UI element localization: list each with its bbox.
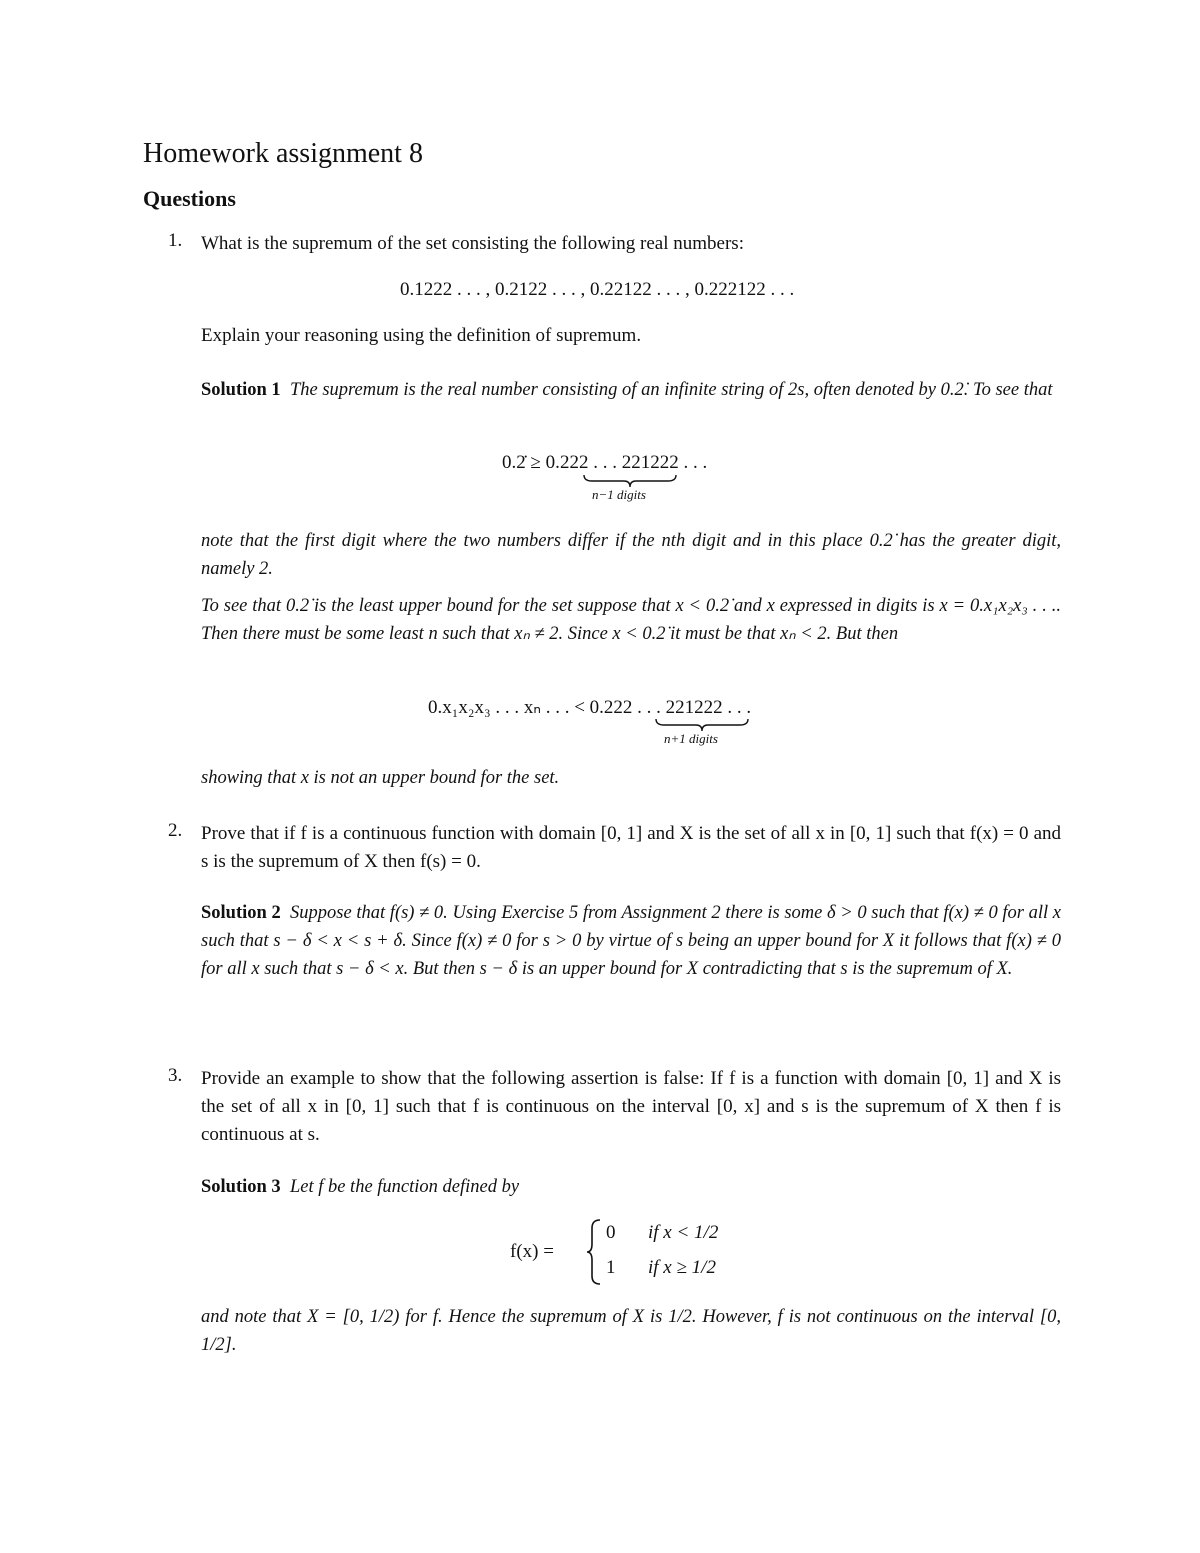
solution-heading: Solution 1 [201,380,281,400]
question-number: 1. [168,230,183,251]
solution-text: Suppose that f(s) ≠ 0. Using Exercise 5 from Assignment 2 there is some δ > 0 such that f(x) ≠ 0 for all x such that s − δ < x < s + δ. Since f(x) ≠ 0 for s > 0 by virtue of s being an upper bound for X it follows that f(x) ≠ 0 for all x such that s − δ < x. But then s − δ is an upper bound for X contradicting that s is the supremum of X. [201,903,1062,979]
case-condition: if x ≥ 1/2 [648,1257,716,1278]
case-value: 0 [606,1222,616,1243]
equation [428,696,751,719]
solution-heading: Solution 3 [201,1177,281,1197]
question-text: What is the supremum of the set consisting the following real numbers: [201,233,744,254]
brace-label: n−1 digits [592,487,646,502]
section-heading: Questions [143,186,236,211]
number-list: 0.1222 . . . , 0.2122 . . . , 0.22122 . . . , 0.222122 . . . [400,279,795,300]
solution-text: To see that 0.2̇ is the least upper bound for the set suppose that x < 0.2̇ and x expressed in digits is x = 0.x₁x₂x₃ . . .. Then there must be some least n such that xₙ ≠ 2. Since x < 0.2̇ it must be that xₙ < 2. But then [201,596,1061,644]
case-condition: if x < 1/2 [648,1222,719,1243]
case-value: 1 [606,1257,616,1278]
equation [502,452,707,474]
question-text: Prove that if f is a continuous function with domain [0, 1] and X is the set of all x in [0, 1] such that f(x) = 0 and s is the supremum of X then f(s) = 0. [201,823,1061,872]
solution-heading: Solution 2 [201,903,281,923]
equation-braced: 222 . . . 22 [559,452,641,473]
solution-text: Let f be the function defined by [289,1177,520,1197]
question-text: Provide an example to show that the following assertion is false: If f is a function with domain [0, 1] and X is the set of all x in [0, 1] such that f is continuous on the interval [0, x] and s is the supremum of X then f is continuous at s. [201,1068,1061,1145]
function-lhs: f(x) = [510,1241,554,1262]
equation-left: 0.2̇ ≥ 0. [502,452,560,473]
solution-paragraph [201,376,1061,404]
solution-paragraph [201,899,1061,983]
equation-right: 1222 . . . [684,697,752,718]
solution-text: note that the first digit where the two numbers differ if the nth digit and in this place 0.2̇ has the greater digit, namely 2. [201,531,1061,579]
solution-text: showing that x is not an upper bound for the set. [201,768,560,788]
solution-text: and note that X = [0, 1/2) for f. Hence the supremum of X is 1/2. However, f is not continuous on the interval [0, 1/2]. [201,1307,1061,1355]
equation-braced: 222 . . . 22 [603,697,685,718]
question-number: 2. [168,820,183,841]
equation-right: 1222 . . . [640,452,708,473]
equation-left: 0.x₁x₂x₃ . . . xₙ . . . < 0. [428,697,604,718]
question-instruction: Explain your reasoning using the definition of supremum. [201,325,642,346]
solution-paragraph [201,1173,1061,1201]
page-title: Homework assignment 8 [143,138,423,169]
brace-label: n+1 digits [664,731,718,746]
question-number: 3. [168,1065,183,1086]
left-brace-icon [586,1218,602,1286]
solution-text: The supremum is the real number consisting of an infinite string of 2s, often denoted by 0.2̇. To see that [289,380,1053,400]
